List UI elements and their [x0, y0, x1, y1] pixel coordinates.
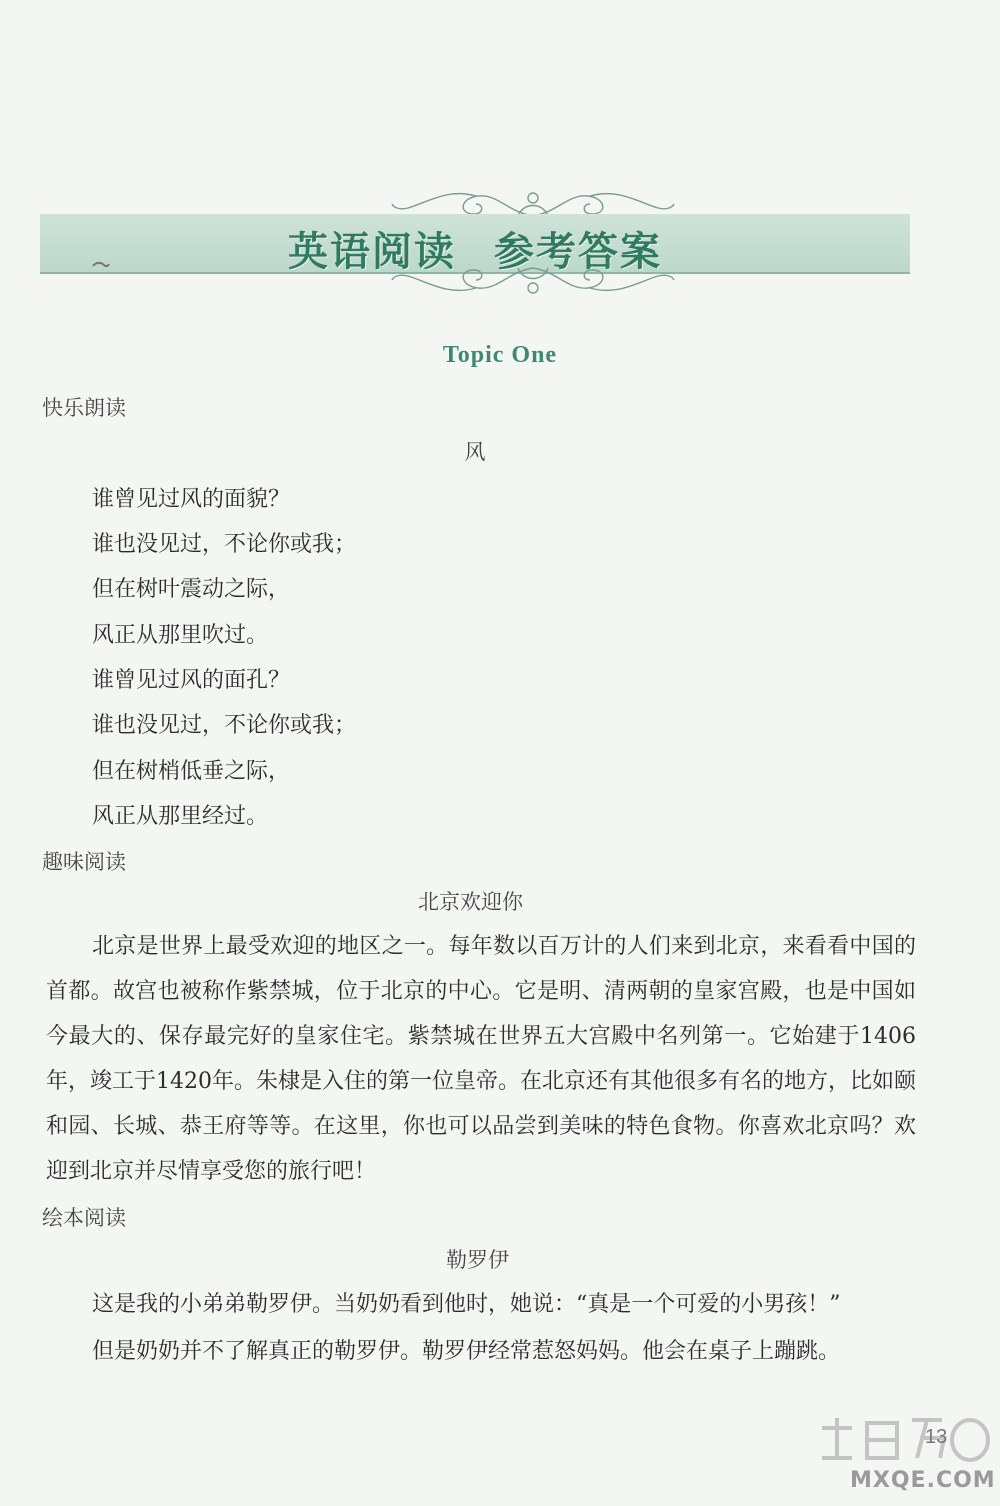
section-label-fun-reading: 趣味阅读	[42, 850, 126, 874]
story-line: 这是我的小弟弟勒罗伊。当奶奶看到他时，她说：“真是一个可爱的小男孩！”	[92, 1292, 841, 1317]
header-title-right: 参考答案	[494, 228, 662, 275]
story-paragraph	[92, 1281, 922, 1375]
article-text: 北京是世界上最受欢迎的地区之一。每年数以百万计的人们来到北京，来看看中国的首都。故宫也被称作紫禁城，位于北京的中心。它是明、清两朝的皇家宫殿，也是中国如今最大的、保存最完好的皇家住宅。紫禁城在世界五大宫殿中名列第一。它始建于1406年，竣工于1420年。朱棣是入住的第一位皇帝。在北京还有其他很多有名的地方，比如颐和园、长城、恭王府等等。在这里，你也可以品尝到美味的特色食物。你喜欢北京吗？欢迎到北京并尽情享受您的旅行吧！	[46, 934, 916, 1184]
poem-line: 但在树叶震动之际，	[92, 577, 291, 602]
poem-line: 但在树梢低垂之际，	[92, 759, 291, 784]
poem-title: 风	[464, 440, 486, 464]
article-paragraph	[46, 924, 916, 1194]
article-title: 北京欢迎你	[418, 890, 523, 914]
poem-line: 谁也没见过，不论你或我；	[92, 713, 357, 738]
poem-line: 谁曾见过风的面孔？	[92, 668, 291, 693]
poem-line: 风正从那里经过。	[92, 804, 269, 829]
section-label-happy-reading: 快乐朗读	[42, 396, 126, 420]
poem-line: 风正从那里吹过。	[92, 623, 269, 648]
topic-heading: Topic One	[442, 342, 558, 368]
header-title-left: 英语阅读	[288, 228, 456, 275]
story-line: 但是奶奶并不了解真正的勒罗伊。勒罗伊经常惹怒妈妈。他会在桌子上蹦跳。	[92, 1339, 841, 1364]
watermark-text: MXQE.COM	[850, 1468, 996, 1493]
page-number: 13	[925, 1426, 948, 1448]
story-title: 勒罗伊	[446, 1248, 509, 1272]
section-label-picture-book: 绘本阅读	[42, 1206, 126, 1230]
ornament-bottom-icon	[388, 262, 678, 302]
poem-line: 谁曾见过风的面貌？	[92, 487, 291, 512]
ink-mark-icon	[92, 260, 110, 270]
poem-line: 谁也没见过，不论你或我；	[92, 532, 357, 557]
